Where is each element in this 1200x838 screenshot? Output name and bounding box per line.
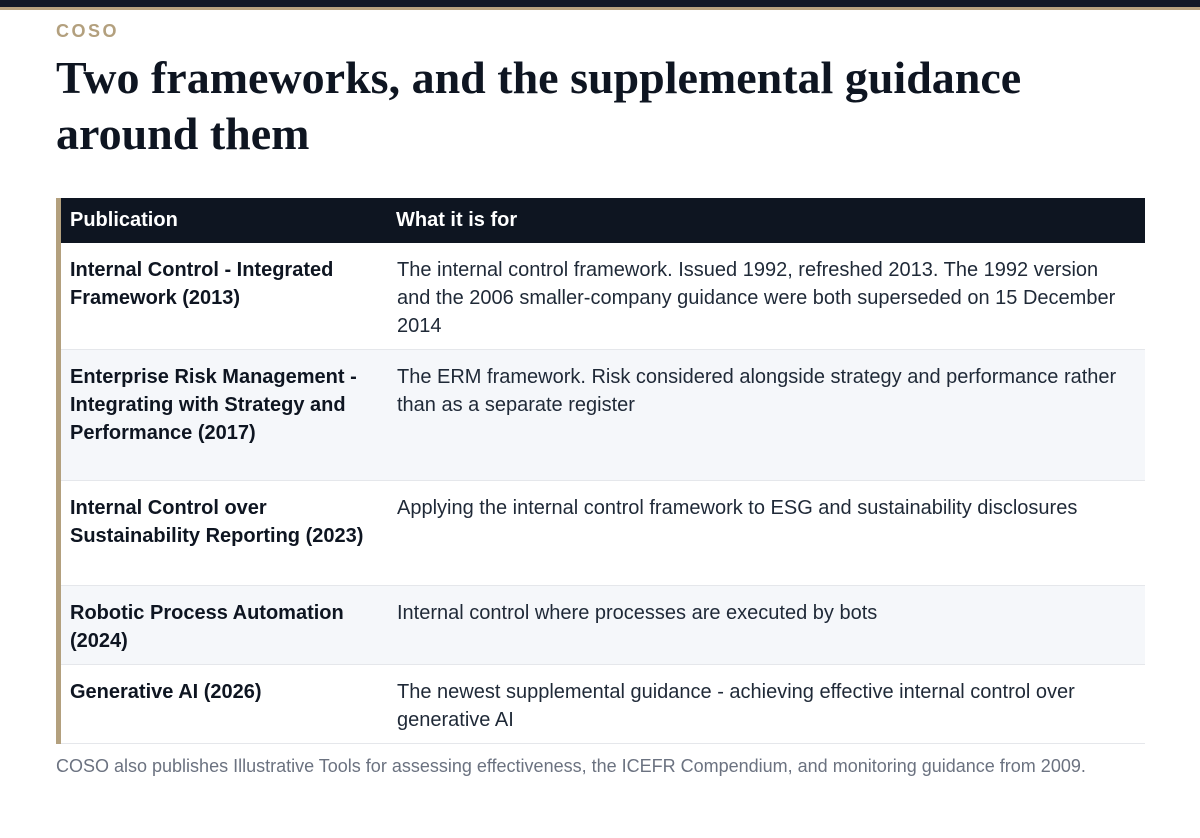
table-row xyxy=(61,350,1145,481)
top-accent-bar xyxy=(0,0,1200,10)
purpose-cell: The ERM framework. Risk considered alongside strategy and performance rather than as a separate register xyxy=(387,350,1145,481)
column-header-purpose: What it is for xyxy=(387,198,1145,243)
publication-cell: Internal Control - Integrated Framework (2013) xyxy=(61,243,387,350)
publication-cell: Generative AI (2026) xyxy=(61,665,387,744)
publications-table-container xyxy=(56,198,1145,744)
publication-cell: Robotic Process Automation (2024) xyxy=(61,586,387,665)
table-row xyxy=(61,665,1145,744)
purpose-cell: The internal control framework. Issued 1992, refreshed 2013. The 1992 version and the 2006 smaller-company guidance were both superseded on 15 December 2014 xyxy=(387,243,1145,350)
table-row xyxy=(61,586,1145,665)
purpose-cell: Applying the internal control framework to ESG and sustainability disclosures xyxy=(387,481,1145,586)
table-row xyxy=(61,243,1145,350)
footnote: COSO also publishes Illustrative Tools for assessing effectiveness, the ICEFR Compendium, and monitoring guidance from 2009. xyxy=(56,756,1086,776)
table-header-row xyxy=(61,198,1145,243)
publication-cell: Enterprise Risk Management - Integrating with Strategy and Performance (2017) xyxy=(61,350,387,481)
table-row xyxy=(61,481,1145,586)
purpose-cell: Internal control where processes are executed by bots xyxy=(387,586,1145,665)
column-header-publication: Publication xyxy=(61,198,387,243)
eyebrow-label: COSO xyxy=(56,21,120,41)
page-title: Two frameworks, and the supplemental guidance around them xyxy=(56,52,1022,159)
publication-cell: Internal Control over Sustainability Reporting (2023) xyxy=(61,481,387,586)
publications-table xyxy=(61,198,1145,744)
purpose-cell: The newest supplemental guidance - achieving effective internal control over generative AI xyxy=(387,665,1145,744)
